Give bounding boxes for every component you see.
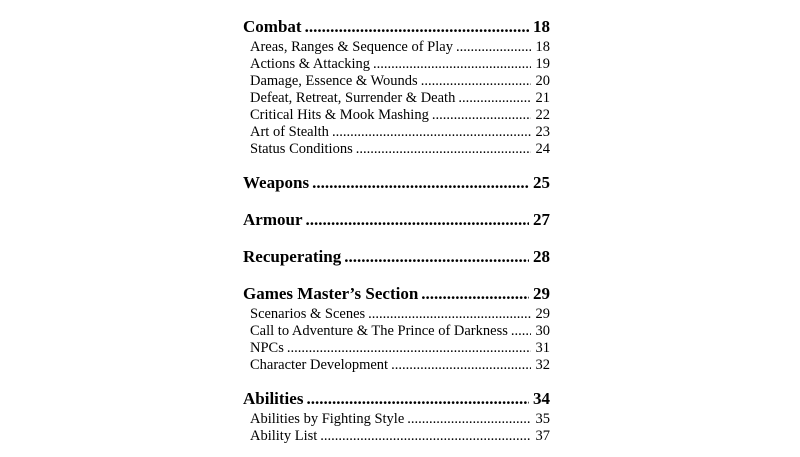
toc-section-games-master [243, 281, 550, 374]
toc-entry-armour[interactable] [243, 207, 550, 232]
dot-leader [391, 357, 531, 374]
toc-page-number: 25 [533, 173, 550, 192]
dot-leader [287, 340, 531, 357]
dot-leader [511, 323, 531, 340]
toc-entry-title: Games Master’s Section [243, 284, 419, 303]
toc-page-number: 31 [535, 340, 550, 356]
table-of-contents [243, 14, 550, 457]
dot-leader [356, 141, 531, 158]
dot-leader [456, 39, 531, 56]
toc-page-number: 24 [535, 141, 550, 157]
toc-subentry[interactable] [243, 323, 550, 340]
toc-section-recuperating [243, 244, 550, 269]
toc-subentry[interactable] [243, 306, 550, 323]
toc-page-number: 27 [533, 210, 550, 229]
toc-subentry-title: Status Conditions [250, 141, 353, 157]
toc-page-number: 37 [535, 428, 550, 444]
dot-leader [306, 386, 529, 411]
toc-subentry-title: Character Development [250, 357, 389, 373]
toc-subentry[interactable] [243, 124, 550, 141]
toc-subentry-title: Scenarios & Scenes [250, 306, 366, 322]
toc-page-number: 23 [535, 124, 550, 140]
dot-leader [421, 73, 531, 90]
dot-leader [320, 428, 531, 445]
toc-entry-title: Combat [243, 17, 302, 36]
dot-leader [368, 306, 531, 323]
dot-leader [305, 207, 529, 232]
toc-entry-title: Recuperating [243, 247, 342, 266]
toc-section-combat [243, 14, 550, 158]
toc-subentry-title: Art of Stealth [250, 124, 329, 140]
dot-leader [344, 244, 529, 269]
toc-subentry-title: Defeat, Retreat, Surrender & Death [250, 90, 456, 106]
dot-leader [407, 411, 531, 428]
toc-subentry-title: Call to Adventure & The Prince of Darkness [250, 323, 508, 339]
toc-page-number: 19 [535, 56, 550, 72]
toc-subentry[interactable] [243, 411, 550, 428]
toc-page-number: 29 [533, 284, 550, 303]
dot-leader [432, 107, 531, 124]
toc-page-number: 29 [535, 306, 550, 322]
toc-subentry-title: NPCs [250, 340, 284, 356]
dot-leader [312, 170, 529, 195]
toc-entry-title: Abilities [243, 389, 304, 408]
toc-subentry[interactable] [243, 357, 550, 374]
toc-subentry-title: Damage, Essence & Wounds [250, 73, 418, 89]
dot-leader [305, 14, 529, 39]
toc-subentry-title: Ability List [250, 428, 318, 444]
toc-page-number: 30 [535, 323, 550, 339]
toc-section-weapons [243, 170, 550, 195]
toc-subentry[interactable] [243, 340, 550, 357]
toc-page-number: 21 [535, 90, 550, 106]
toc-subentry-title: Abilities by Fighting Style [250, 411, 405, 427]
toc-subentry-title: Areas, Ranges & Sequence of Play [250, 39, 453, 55]
toc-entry-weapons[interactable] [243, 170, 550, 195]
toc-subentry-title: Critical Hits & Mook Mashing [250, 107, 429, 123]
toc-section-abilities [243, 386, 550, 445]
toc-subentry[interactable] [243, 39, 550, 56]
toc-entry-title: Armour [243, 210, 303, 229]
toc-subentry[interactable] [243, 107, 550, 124]
toc-entry-abilities[interactable] [243, 386, 550, 411]
toc-page-number: 20 [535, 73, 550, 89]
toc-subentry-title: Actions & Attacking [250, 56, 371, 72]
toc-subentry[interactable] [243, 90, 550, 107]
toc-entry-combat[interactable] [243, 14, 550, 39]
toc-subentry[interactable] [243, 56, 550, 73]
toc-page-number: 18 [533, 17, 550, 36]
toc-subentry[interactable] [243, 141, 550, 158]
toc-page-number: 34 [533, 389, 550, 408]
toc-page-number: 35 [535, 411, 550, 427]
toc-page-number: 22 [535, 107, 550, 123]
toc-section-armour [243, 207, 550, 232]
dot-leader [332, 124, 531, 141]
dot-leader [421, 281, 529, 306]
dot-leader [458, 90, 531, 107]
toc-page-number: 28 [533, 247, 550, 266]
dot-leader [373, 56, 531, 73]
toc-page-number: 18 [535, 39, 550, 55]
toc-subentry[interactable] [243, 73, 550, 90]
toc-page-number: 32 [535, 357, 550, 373]
toc-entry-games-master[interactable] [243, 281, 550, 306]
toc-subentry[interactable] [243, 428, 550, 445]
toc-entry-title: Weapons [243, 173, 310, 192]
toc-entry-recuperating[interactable] [243, 244, 550, 269]
